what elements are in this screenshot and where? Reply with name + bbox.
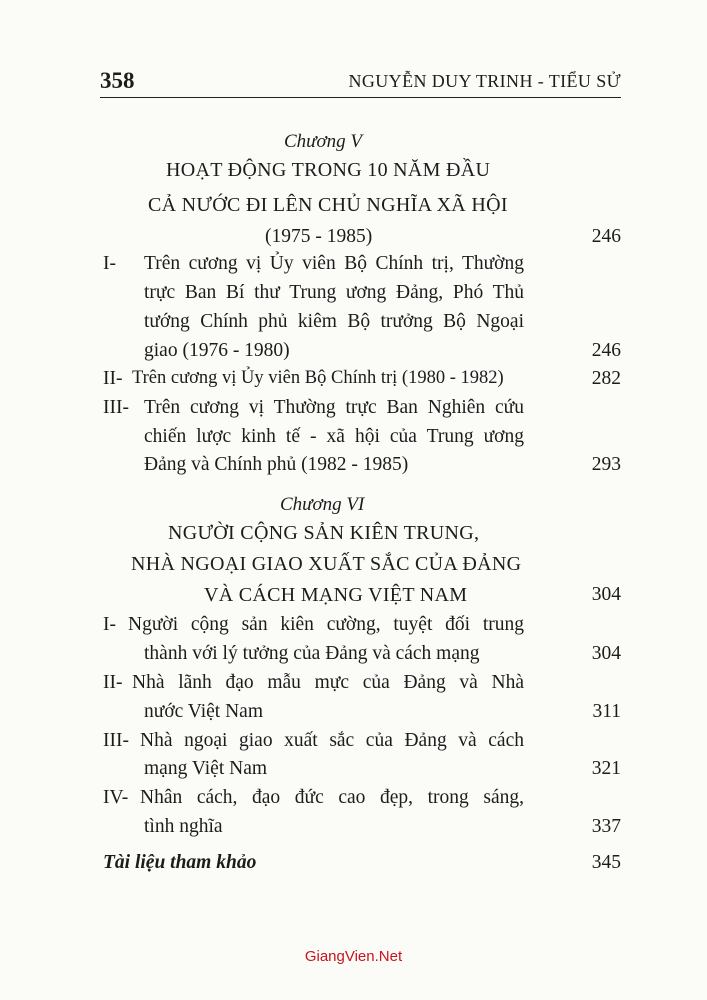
toc-item-page[interactable]: 311 <box>592 701 621 722</box>
chapter-6-label: Chương VI <box>280 494 365 515</box>
header-divider <box>100 97 621 98</box>
toc-item-number: I- <box>103 253 116 274</box>
toc-item-number: I- <box>103 614 116 635</box>
toc-item-text-line[interactable]: tướng Chính phủ kiêm Bộ trưởng Bộ Ngoại <box>144 311 524 332</box>
toc-item-page[interactable]: 337 <box>591 816 621 837</box>
toc-item-text-line[interactable]: Nhà ngoại giao xuất sắc của Đảng và cách <box>140 730 524 751</box>
toc-item-text-line[interactable]: Người cộng sản kiên cường, tuyệt đối trung <box>128 614 524 635</box>
toc-item-number: II- <box>103 368 123 389</box>
bibliography-label[interactable]: Tài liệu tham khảo <box>103 852 257 873</box>
chapter-5-years: (1975 - 1985) <box>265 226 373 247</box>
toc-item-text-line[interactable]: tình nghĩa <box>144 816 223 837</box>
toc-item-page[interactable]: 246 <box>591 340 621 361</box>
toc-item-number: III- <box>103 730 129 751</box>
toc-item-text-line[interactable]: Nhà lãnh đạo mẫu mực của Đảng và Nhà <box>132 672 524 693</box>
toc-item-text-line[interactable]: thành với lý tưởng của Đảng và cách mạng <box>144 643 480 664</box>
toc-item-text-line[interactable]: Trên cương vị Ủy viên Bộ Chính trị, Thường <box>144 253 524 274</box>
toc-item-number: III- <box>103 397 129 418</box>
toc-item-number: IV- <box>103 787 129 808</box>
chapter-6-title-line-3: VÀ CÁCH MẠNG VIỆT NAM <box>204 584 468 606</box>
toc-item-text-line[interactable]: mạng Việt Nam <box>144 758 268 779</box>
toc-item-text-line[interactable]: Nhân cách, đạo đức cao đẹp, trong sáng, <box>140 787 524 808</box>
page-number: 358 <box>100 68 135 93</box>
toc-item-text-line[interactable]: nước Việt Nam <box>144 701 263 722</box>
toc-item-text-line[interactable]: Đảng và Chính phủ (1982 - 1985) <box>144 454 409 475</box>
toc-item-text-line[interactable]: Trên cương vị Ủy viên Bộ Chính trị (1980 - 1982) <box>132 368 504 388</box>
toc-item-page[interactable]: 304 <box>591 643 621 664</box>
toc-item-number: II- <box>103 672 123 693</box>
toc-item-page[interactable]: 293 <box>591 454 621 475</box>
chapter-5-title-line-1: HOẠT ĐỘNG TRONG 10 NĂM ĐẦU <box>166 159 491 181</box>
toc-item-page[interactable]: 282 <box>591 368 621 389</box>
page-header <box>100 66 621 98</box>
toc-item-text-line[interactable]: Trên cương vị Thường trực Ban Nghiên cứu <box>144 397 524 418</box>
chapter-6-title-line-1: NGƯỜI CỘNG SẢN KIÊN TRUNG, <box>168 522 480 544</box>
toc-item-text-line[interactable]: giao (1976 - 1980) <box>144 340 290 361</box>
watermark: GiangVien.Net <box>304 948 403 965</box>
bibliography-page[interactable]: 345 <box>591 852 621 873</box>
toc-item-text-line[interactable]: chiến lược kinh tế - xã hội của Trung ương <box>144 426 524 447</box>
chapter-5-title-line-2: CẢ NƯỚC ĐI LÊN CHỦ NGHĨA XÃ HỘI <box>148 194 508 216</box>
chapter-5-page[interactable]: 246 <box>591 226 621 247</box>
chapter-5-label: Chương V <box>284 131 363 152</box>
running-title: NGUYỄN DUY TRINH - TIỂU SỬ <box>348 71 621 91</box>
chapter-6-title-line-2: NHÀ NGOẠI GIAO XUẤT SẮC CỦA ĐẢNG <box>131 553 522 575</box>
chapter-6-page[interactable]: 304 <box>591 584 621 605</box>
toc-item-text-line[interactable]: trực Ban Bí thư Trung ương Đảng, Phó Thủ <box>144 282 524 303</box>
toc-item-page[interactable]: 321 <box>591 758 621 779</box>
